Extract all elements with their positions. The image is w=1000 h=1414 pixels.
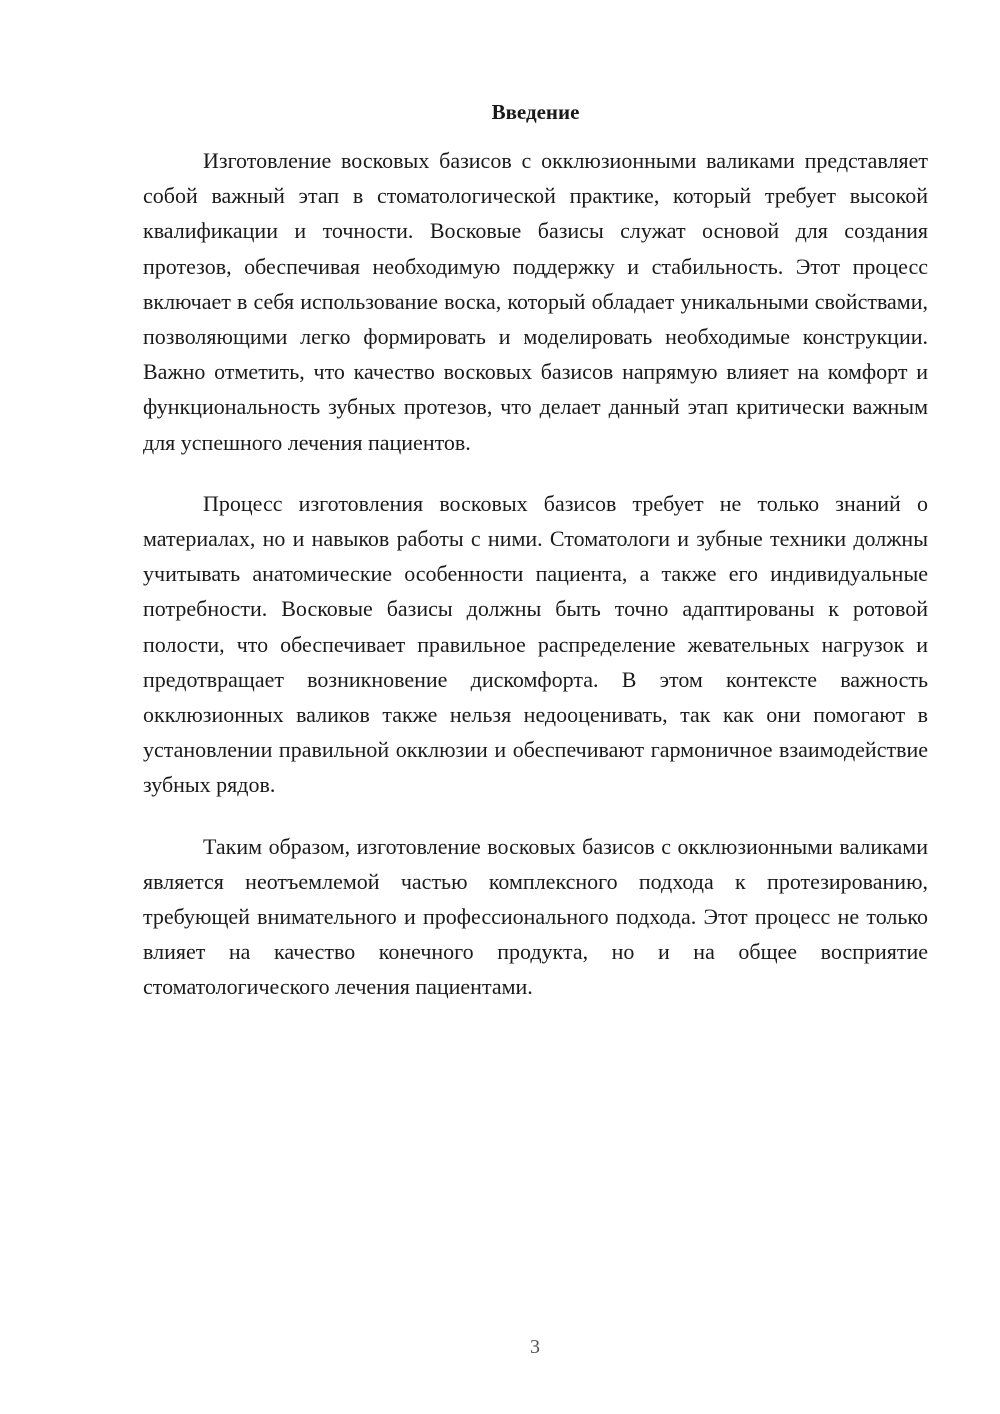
paragraph-2: Процесс изготовления восковых базисов требует не только знаний о материалах, но и навыков работы с ними. Стоматологи и зубные техники должны учитывать анатомические особенности пациента, а также его индивидуальные потребности. Восковые базисы должны быть точно адаптированы к ротовой полости, что обеспечивает правильное распределение жевательных нагрузок и предотвращает возникновение дискомфорта. В этом контексте важность окклюзионных валиков также нельзя недооценивать, так как они помогают в установлении правильной окклюзии и обеспечивают гармоничное взаимодействие зубных рядов.	[143, 490, 928, 798]
paragraph-3: Таким образом, изготовление восковых базисов с окклюзионными валиками является неотъемлемой частью комплексного подхода к протезированию, требующей внимательного и профессионального подхода. Этот процесс не только влияет на качество конечного продукта, но и на общее восприятие стоматологического лечения пациентами.	[143, 833, 928, 1000]
paragraph-1: Изготовление восковых базисов с окклюзионными валиками представляет собой важный этап в стоматологической практике, который требует высокой квалификации и точности. Восковые базисы служат основой для создания протезов, обеспечивая необходимую поддержку и стабильность. Этот процесс включает в себя использование воска, который обладает уникальными свойствами, позволяющими легко формировать и моделировать необходимые конструкции. Важно отметить, что качество восковых базисов напрямую влияет на комфорт и функциональность зубных протезов, что делает данный этап критически важным для успешного лечения пациентов.	[143, 148, 928, 455]
page-number: 3	[530, 1336, 540, 1358]
page-title: Введение	[491, 100, 580, 124]
body-text	[143, 143, 928, 1031]
